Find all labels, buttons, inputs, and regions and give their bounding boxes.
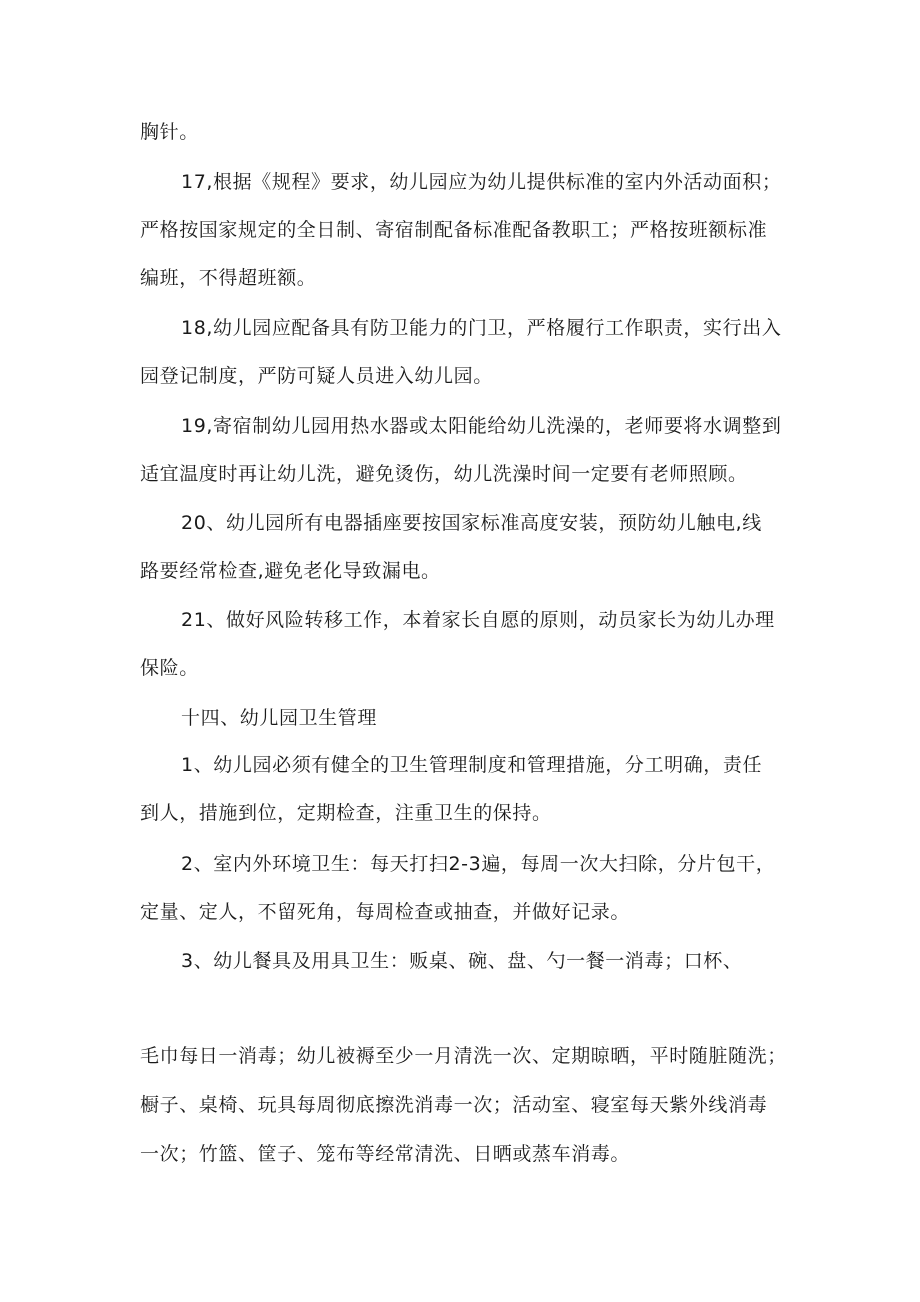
text-line: 1、幼儿园必须有健全的卫生管理制度和管理措施，分工明确，责任 (181, 754, 763, 776)
text-line: 定量、定人，不留死角，每周检查或抽查，并做好记录。 (140, 901, 631, 923)
text-line: 路要经常检查,避免老化导致漏电。 (140, 560, 441, 582)
text-line: 园登记制度，严防可疑人员进入幼儿园。 (140, 365, 493, 387)
text-line: 适宜温度时再让幼儿洗，避免烫伤，幼儿洗澡时间一定要有老师照顾。 (140, 463, 748, 485)
text-line: 编班，不得超班额。 (140, 267, 317, 289)
text-line: 3、幼儿餐具及用具卫生：贩桌、碗、盘、勺一餐一消毒；口杯、 (181, 950, 743, 972)
text-line: 19,寄宿制幼儿园用热水器或太阳能给幼儿洗澡的，老师要将水调整到 (181, 415, 782, 437)
text-line: 到人，措施到位，定期检查，注重卫生的保持。 (140, 802, 552, 824)
section-heading: 十四、幼儿园卫生管理 (181, 707, 378, 729)
text-line: 橱子、桌椅、玩具每周彻底擦洗消毒一次；活动室、寝室每天紫外线消毒 (140, 1094, 768, 1116)
text-line: 18,幼儿园应配备具有防卫能力的门卫，严格履行工作职责，实行出入 (181, 317, 782, 339)
text-line: 21、做好风险转移工作，本着家长自愿的原则，动员家长为幼儿办理 (181, 609, 775, 631)
text-line: 一次；竹篮、筐子、笼布等经常清洗、日晒或蒸车消毒。 (140, 1143, 631, 1165)
text-line: 毛巾每日一消毒；幼儿被褥至少一月清洗一次、定期晾晒，平时随脏随洗； (140, 1045, 787, 1067)
text-line: 17,根据《规程》要求，幼儿园应为幼儿提供标准的室内外活动面积； (181, 171, 782, 193)
text-line: 2、室内外环境卫生：每天打扫2-3遍，每周一次大扫除，分片包干， (181, 853, 776, 875)
text-line: 保险。 (140, 657, 199, 679)
text-line: 胸针。 (140, 121, 199, 143)
text-line: 20、幼儿园所有电器插座要按国家标准高度安装，预防幼儿触电,线 (181, 512, 762, 534)
text-line: 严格按国家规定的全日制、寄宿制配备标准配备教职工；严格按班额标准 (140, 219, 768, 241)
